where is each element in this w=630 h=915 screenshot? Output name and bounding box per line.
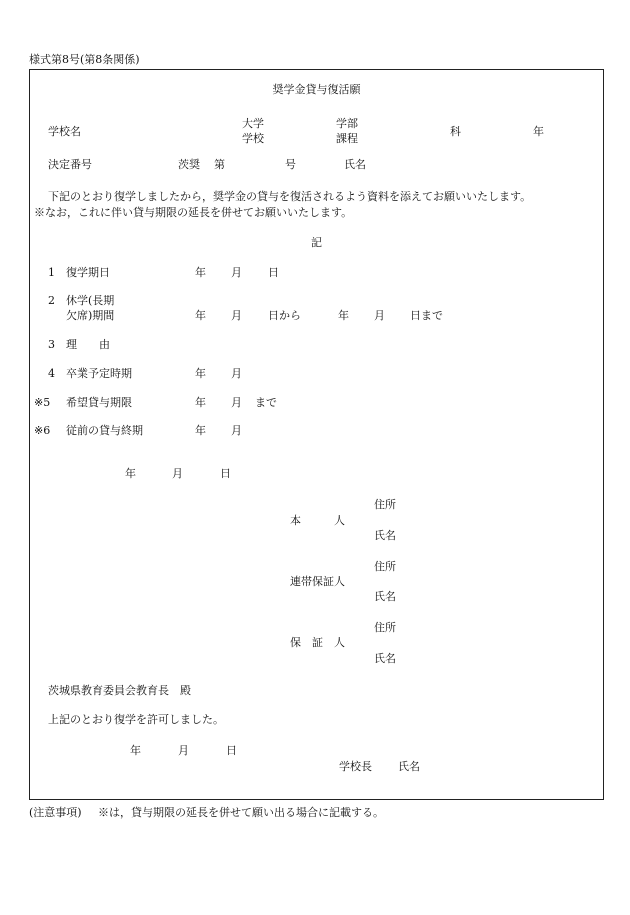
decision-go: 号: [285, 158, 296, 171]
date-2-day: 日: [226, 744, 237, 757]
item-1-day: 日: [268, 266, 279, 279]
item-3-number: 3: [48, 338, 55, 351]
item-2-number: 2: [48, 294, 55, 307]
date-1-month: 月: [172, 467, 183, 480]
item-1-label: 復学期日: [66, 266, 110, 279]
item-2-year-end: 年: [338, 309, 349, 322]
item-6-year: 年: [195, 424, 206, 437]
item-4-month: 月: [231, 367, 242, 380]
item-2-until: 日まで: [410, 309, 443, 322]
item-5-label: 希望貸与期限: [66, 396, 132, 409]
approval-text: 上記のとおり復学を許可しました。: [48, 713, 224, 726]
application-form-frame: [29, 69, 604, 800]
notes-text: ※は，貸与期限の延長を併せて願い出る場合に記載する。: [98, 806, 384, 819]
school-type-daigaku: 大学: [242, 117, 264, 130]
date-2-year: 年: [130, 744, 141, 757]
date-1-day: 日: [220, 467, 231, 480]
item-6-month: 月: [231, 424, 242, 437]
item-5-year: 年: [195, 396, 206, 409]
principal-label: 学校長: [339, 760, 372, 773]
dept-katei: 課程: [336, 132, 358, 145]
notes-label: (注意事項): [29, 806, 82, 819]
ki-heading: 記: [311, 236, 322, 249]
decision-number-label: 決定番号: [48, 158, 92, 171]
intro-line-1: 下記のとおり復学しましたから，奨学金の貸与を復活されるよう資料を添えてお願いいたします。: [48, 190, 532, 203]
school-type-gakko: 学校: [242, 132, 264, 145]
item-2-from: 日から: [268, 309, 301, 322]
guarantor-name-label: 氏名: [374, 652, 396, 665]
intro-line-2: ※なお，これに伴い貸与期限の延長を併せてお願いいたします。: [34, 206, 353, 219]
item-2-label-line-2: 欠席)期間: [66, 309, 115, 322]
joint-guarantor-address-label: 住所: [374, 560, 396, 573]
item-2-month: 月: [231, 309, 242, 322]
date-1-year: 年: [125, 467, 136, 480]
item-2-label-line-1: 休学(長期: [66, 294, 115, 307]
item-1-month: 月: [231, 266, 242, 279]
decision-name-label: 氏名: [344, 158, 366, 171]
joint-guarantor-name-label: 氏名: [374, 590, 396, 603]
form-title: 奨学金貸与復活願: [272, 83, 361, 96]
item-3-label: 理 由: [66, 338, 110, 351]
self-name-label: 氏名: [374, 529, 396, 542]
date-2-month: 月: [178, 744, 189, 757]
item-5-month: 月: [231, 396, 242, 409]
item-6-label: 従前の貸与終期: [66, 424, 143, 437]
item-5-made: まで: [255, 396, 277, 409]
principal-name-label: 氏名: [398, 760, 420, 773]
decision-prefix: 茨奨: [178, 158, 200, 171]
addressee: 茨城県教育委員会教育長 殿: [48, 684, 191, 697]
guarantor-address-label: 住所: [374, 621, 396, 634]
dept-gakubu: 学部: [336, 117, 358, 130]
item-1-year: 年: [195, 266, 206, 279]
form-number-label: 様式第8号(第8条関係): [29, 53, 140, 66]
guarantor-label: 保 証 人: [290, 636, 345, 649]
ka-label: 科: [450, 125, 461, 138]
item-6-number: ※6: [34, 424, 51, 437]
item-4-number: 4: [48, 367, 55, 380]
item-2-month-end: 月: [374, 309, 385, 322]
joint-guarantor-label: 連帯保証人: [290, 575, 345, 588]
item-4-year: 年: [195, 367, 206, 380]
school-name-label: 学校名: [48, 125, 81, 138]
nen-label: 年: [533, 125, 544, 138]
self-address-label: 住所: [374, 498, 396, 511]
decision-dai: 第: [214, 158, 225, 171]
item-1-number: 1: [48, 266, 55, 279]
item-4-label: 卒業予定時期: [66, 367, 132, 380]
self-label: 本 人: [290, 514, 345, 527]
item-2-year: 年: [195, 309, 206, 322]
item-5-number: ※5: [34, 396, 51, 409]
